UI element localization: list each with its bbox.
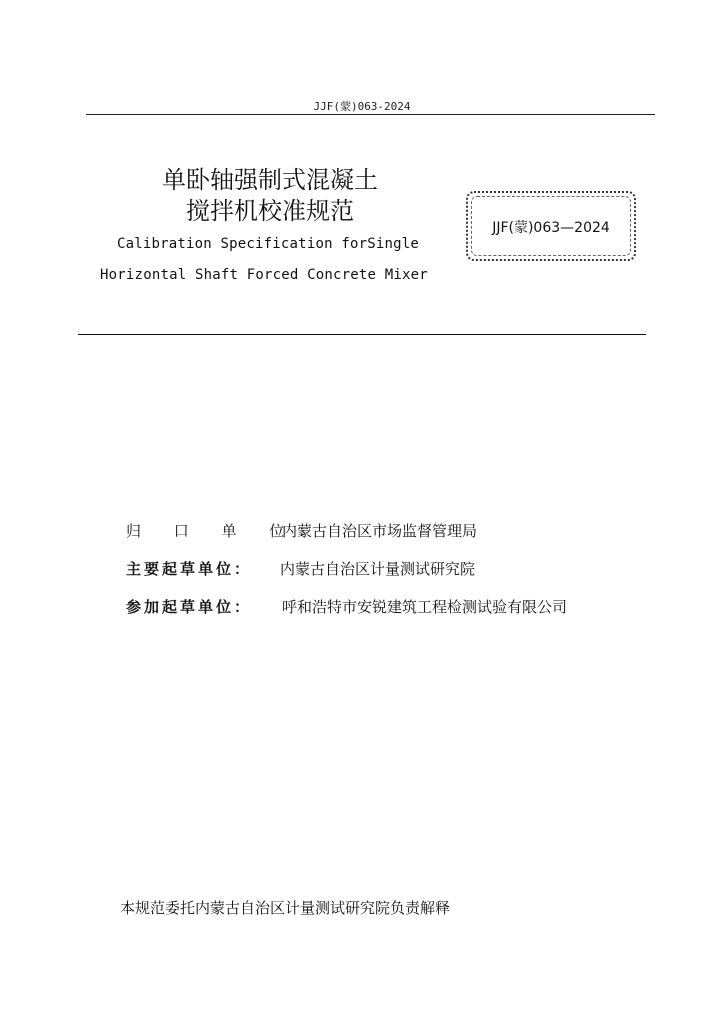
main-divider: [78, 334, 646, 335]
header-standard-code: JJF(蒙)063-2024: [313, 100, 411, 113]
title-cn-line1: 单卧轴强制式混凝土: [162, 166, 378, 194]
info-value: 内蒙古自治区市场监督管理局: [282, 522, 478, 540]
info-row-main-drafting-unit: [126, 558, 475, 579]
info-label: 归 口 单 位：: [126, 522, 328, 540]
standard-code-box-text: JJF(蒙)063—2024: [492, 220, 610, 236]
info-row-responsible-unit: [126, 520, 477, 541]
title-en-line2: Horizontal Shaft Forced Concrete Mixer: [100, 267, 428, 283]
title-en-line1: Calibration Specification forSingle: [116, 236, 419, 252]
info-label: 参加起草单位：: [126, 598, 253, 616]
title-cn-line2: 搅拌机校准规范: [186, 197, 354, 225]
standard-code-box: [466, 191, 636, 261]
header-divider: [86, 114, 655, 115]
info-label: 主要起草单位：: [126, 560, 253, 578]
info-value: 内蒙古自治区计量测试研究院: [280, 560, 476, 578]
footer-interpretation-note: 本规范委托内蒙古自治区计量测试研究院负责解释: [120, 899, 451, 917]
info-value: 呼和浩特市安锐建筑工程检测试验有限公司: [282, 598, 568, 616]
info-row-participating-unit: [126, 596, 567, 617]
